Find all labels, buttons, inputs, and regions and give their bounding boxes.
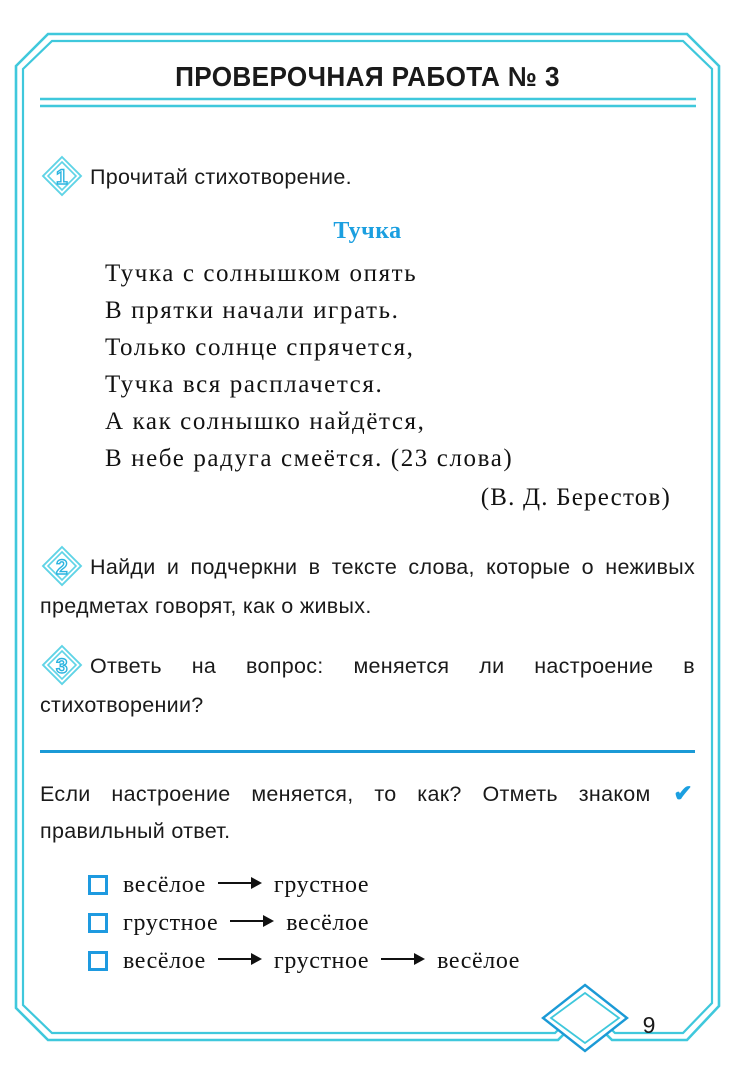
checkbox-option-2[interactable] [88, 913, 108, 933]
task-number-marker-2 [40, 544, 84, 588]
task-3-body [40, 643, 695, 724]
task-number-marker-1 [40, 154, 84, 198]
task-number-2-glyph: 2 [56, 556, 68, 579]
page-number: 9 [642, 1011, 656, 1038]
poem-line: Тучка с солнышком опять [105, 260, 418, 287]
option-1-label [123, 872, 369, 899]
option-3-part-3: весёлое [437, 947, 521, 974]
page-title: ПРОВЕРОЧНАЯ РАБОТА № 3 [175, 61, 560, 92]
option-1-part-1: весёлое [123, 871, 206, 898]
task-1-body [40, 154, 695, 198]
task-1-text: Прочитай стихотворение. [90, 165, 352, 189]
poem-title: Тучка [333, 218, 402, 244]
page-number-diamond-inner [551, 993, 619, 1043]
final-question [40, 775, 695, 850]
task-3-text: Ответь на вопрос: меняется ли настроение в стихотворении? [40, 654, 695, 717]
poem-author: (В. Д. Берестов) [480, 484, 671, 511]
poem-line: В небе радуга смеётся. (23 слова) [105, 445, 514, 472]
option-row[interactable] [88, 942, 695, 980]
poem-line: В прятки начали играть. [105, 297, 400, 324]
arrow-right-icon [381, 953, 425, 965]
page-number-diamond-outer [543, 985, 627, 1051]
task-2-text: Найди и подчеркни в тексте слова, которые о неживых предметах говорят, как о живых. [40, 555, 695, 618]
poem-body [40, 255, 695, 516]
task-number-1-glyph: 1 [56, 166, 68, 189]
task-2 [40, 544, 695, 625]
option-row[interactable] [88, 904, 695, 942]
section-divider [40, 750, 695, 753]
answer-options [40, 866, 695, 980]
checkbox-option-3[interactable] [88, 951, 108, 971]
option-row[interactable] [88, 866, 695, 904]
option-2-label [123, 910, 369, 937]
option-2-part-2: весёлое [286, 909, 370, 936]
checkbox-option-1[interactable] [88, 875, 108, 895]
final-question-part-2: знаком [578, 782, 651, 806]
page-content [40, 44, 695, 980]
title-band [40, 44, 695, 106]
task-1 [40, 154, 695, 198]
final-question-part-3: правильный ответ. [40, 819, 231, 843]
final-question-part-1: Если настроение меняется, то как? Отметь [40, 782, 558, 806]
poem-line: А как солнышко найдётся, [105, 408, 426, 435]
task-number-marker-3 [40, 643, 84, 687]
option-3-part-2: грустное [273, 947, 370, 974]
option-3-label [123, 948, 520, 975]
arrow-right-icon [230, 915, 274, 927]
task-2-body [40, 544, 695, 625]
arrow-right-icon [218, 877, 262, 889]
arrow-right-icon [218, 953, 262, 965]
poem-line: Только солнце спрячется, [105, 334, 415, 361]
option-2-part-1: грустное [123, 909, 219, 936]
option-1-part-2: грустное [273, 871, 370, 898]
task-number-3-glyph: 3 [56, 655, 68, 678]
option-3-part-1: весёлое [123, 947, 206, 974]
task-3 [40, 643, 695, 724]
checkmark-icon: ✔ [673, 780, 693, 806]
poem-line: Тучка вся расплачется. [105, 371, 384, 398]
